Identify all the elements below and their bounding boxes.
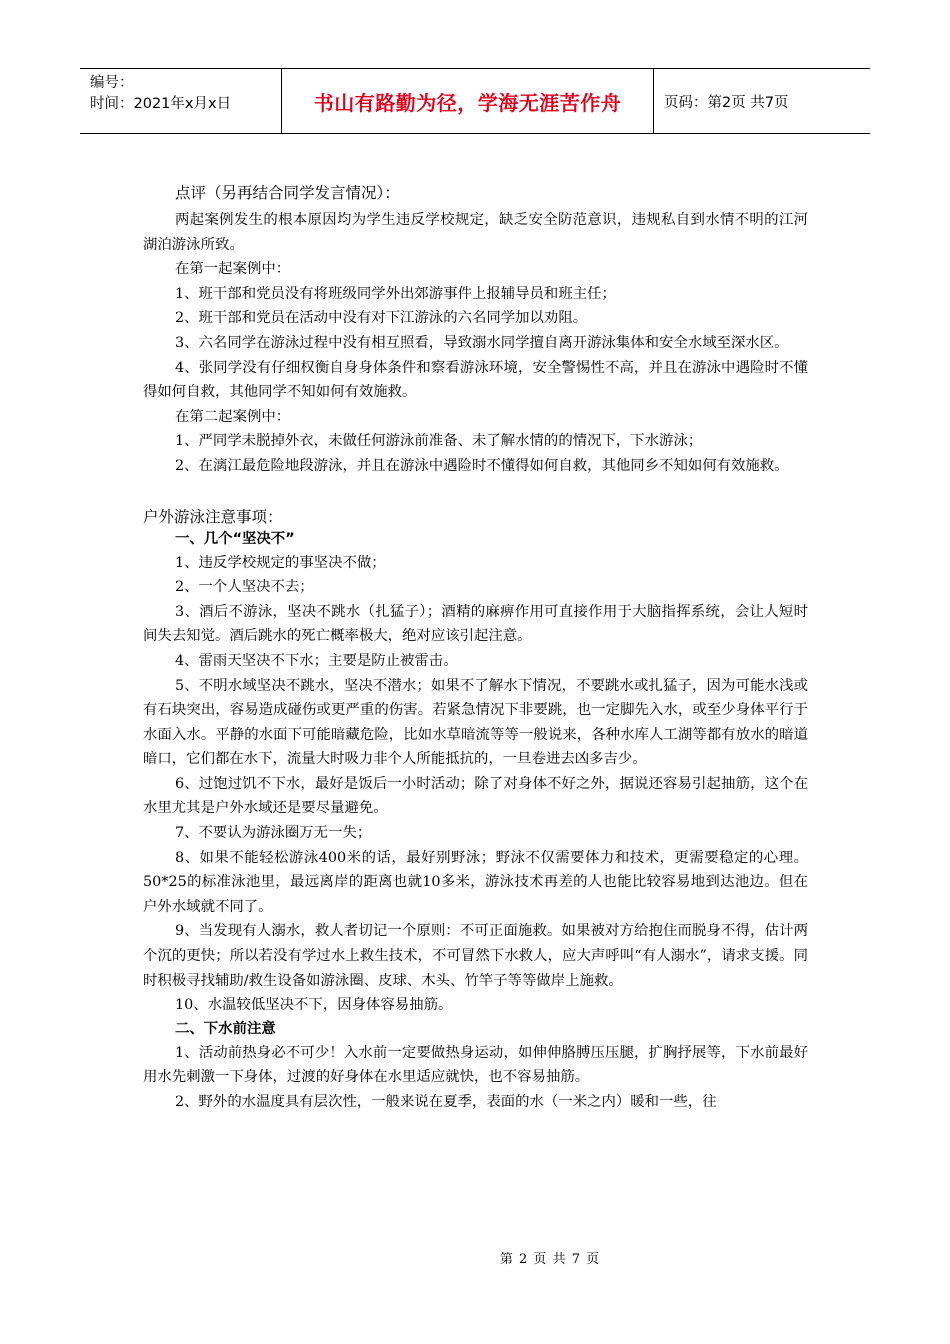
list-item: 3、酒后不游泳，坚决不跳水（扎猛子）；酒精的麻痹作用可直接作用于大脑指挥系统，会让人短时间失去知觉。酒后跳水的死亡概率极大，绝对应该引起注意。 <box>143 603 808 645</box>
list-item: 5、不明水域坚决不跳水，坚决不潜水；如果不了解水下情况，不要跳水或扎猛子，因为可能水浅或有石块突出，容易造成碰伤或更严重的伤害。若紧急情况下非要跳，也一定脚先入水，或至少身体平行于水面入水。平静的水面下可能暗藏危险，比如水草暗流等等一般说来，各种水库人工湖等都有放水的暗道暗口，它们都在水下，流量大时吸力非个人所能抵抗的，一旦卷进去凶多吉少。 <box>143 677 808 768</box>
list-item: 4、雷雨天坚决不下水；主要是防止被雷击。 <box>175 652 458 669</box>
review-heading: 点评（另再结合同学发言情况）： <box>175 184 400 202</box>
list-item: 9、当发现有人溺水，救人者切记一个原则：不可正面施救。如果被对方给抱住而脱身不得，估计两个沉的更快；所以若没有学过水上救生技术，不可冒然下水救人，应大声呼叫“有人溺水”，请求支援。同时积极寻找辅助/救生设备如游泳圈、皮球、木头、竹竿子等等做岸上施救。 <box>143 923 808 989</box>
header-motto: 书山有路勤为径，学海无涯苦作舟 <box>282 69 654 133</box>
header-page-info: 页码：第2页 共7页 <box>664 94 789 111</box>
paragraph: 2、在漓江最危险地段游泳，并且在游泳中遇险时不懂得如何自救，其他同乡不知如何有效施救。 <box>175 457 789 474</box>
paragraph: 4、张同学没有仔细权衡自身身体条件和察看游泳环境，安全警惕性不高，并且在游泳中遇险时不懂得如何自救，其他同学不知如何有效施救。 <box>143 359 808 401</box>
date-label: 时间：2021年x月x日 <box>90 96 232 112</box>
list-item: 7、不要认为游泳圈万无一失； <box>175 825 372 842</box>
paragraph: 在第一起案例中： <box>175 261 291 278</box>
list-item: 1、活动前热身必不可少！入水前一定要做热身运动，如伸伸胳膊压压腿，扩胸抒展等，下水前最好用水先刺激一下身体，过渡的好身体在水里适应就快，也不容易抽筋。 <box>143 1044 808 1086</box>
section2-title: 二、下水前注意 <box>175 1020 276 1037</box>
list-item: 1、违反学校规定的事坚决不做； <box>175 554 386 571</box>
list-item: 8、如果不能轻松游泳400米的话，最好别野泳；野泳不仅需要体力和技术，更需要稳定的心理。50*25的标准泳池里，最远离岸的距离也就10多米，游泳技术再差的人也能比较容易地到达池边。但在户外水域就不同了。 <box>143 849 808 915</box>
paragraph: 1、严同学未脱掉外衣，未做任何游泳前准备、未了解水情的的情况下，下水游泳； <box>175 433 703 450</box>
notes-heading: 户外游泳注意事项： <box>143 507 283 526</box>
paragraph: 两起案例发生的根本原因均为学生违反学校规定，缺乏安全防范意识，违规私自到水情不明的江河湖泊游泳所致。 <box>143 212 808 253</box>
paragraph: 3、六名同学在游泳过程中没有相互照看，导致溺水同学擅自离开游泳集体和安全水域至深水区。 <box>175 334 789 351</box>
list-item: 6、过饱过饥不下水，最好是饭后一小时活动；除了对身体不好之外，据说还容易引起抽筋，这个在水里尤其是户外水域还是要尽量避免。 <box>143 775 808 817</box>
page-footer <box>0 1248 950 1267</box>
footer-page-number: 第 2 页 共 7 页 <box>499 1252 601 1267</box>
spacer <box>143 479 808 506</box>
paragraph: 2、班干部和党员在活动中没有对下江游泳的六名同学加以劝阻。 <box>175 310 588 327</box>
document-body <box>143 180 808 1115</box>
list-item: 10、水温较低坚决不下，因身体容易抽筋。 <box>175 997 453 1014</box>
list-item: 2、野外的水温度具有层次性，一般来说在夏季，表面的水（一米之内）暖和一些，往 <box>175 1094 717 1110</box>
list-item: 2、一个人坚决不去； <box>175 579 314 596</box>
number-label: 编号： <box>90 75 134 91</box>
paragraph: 在第二起案例中： <box>175 408 291 425</box>
page-header <box>80 68 870 134</box>
section1-title: 一、几个“坚决不” <box>175 530 295 547</box>
paragraph: 1、班干部和党员没有将班级同学外出郊游事件上报辅导员和班主任； <box>175 285 616 302</box>
header-meta <box>80 69 282 133</box>
